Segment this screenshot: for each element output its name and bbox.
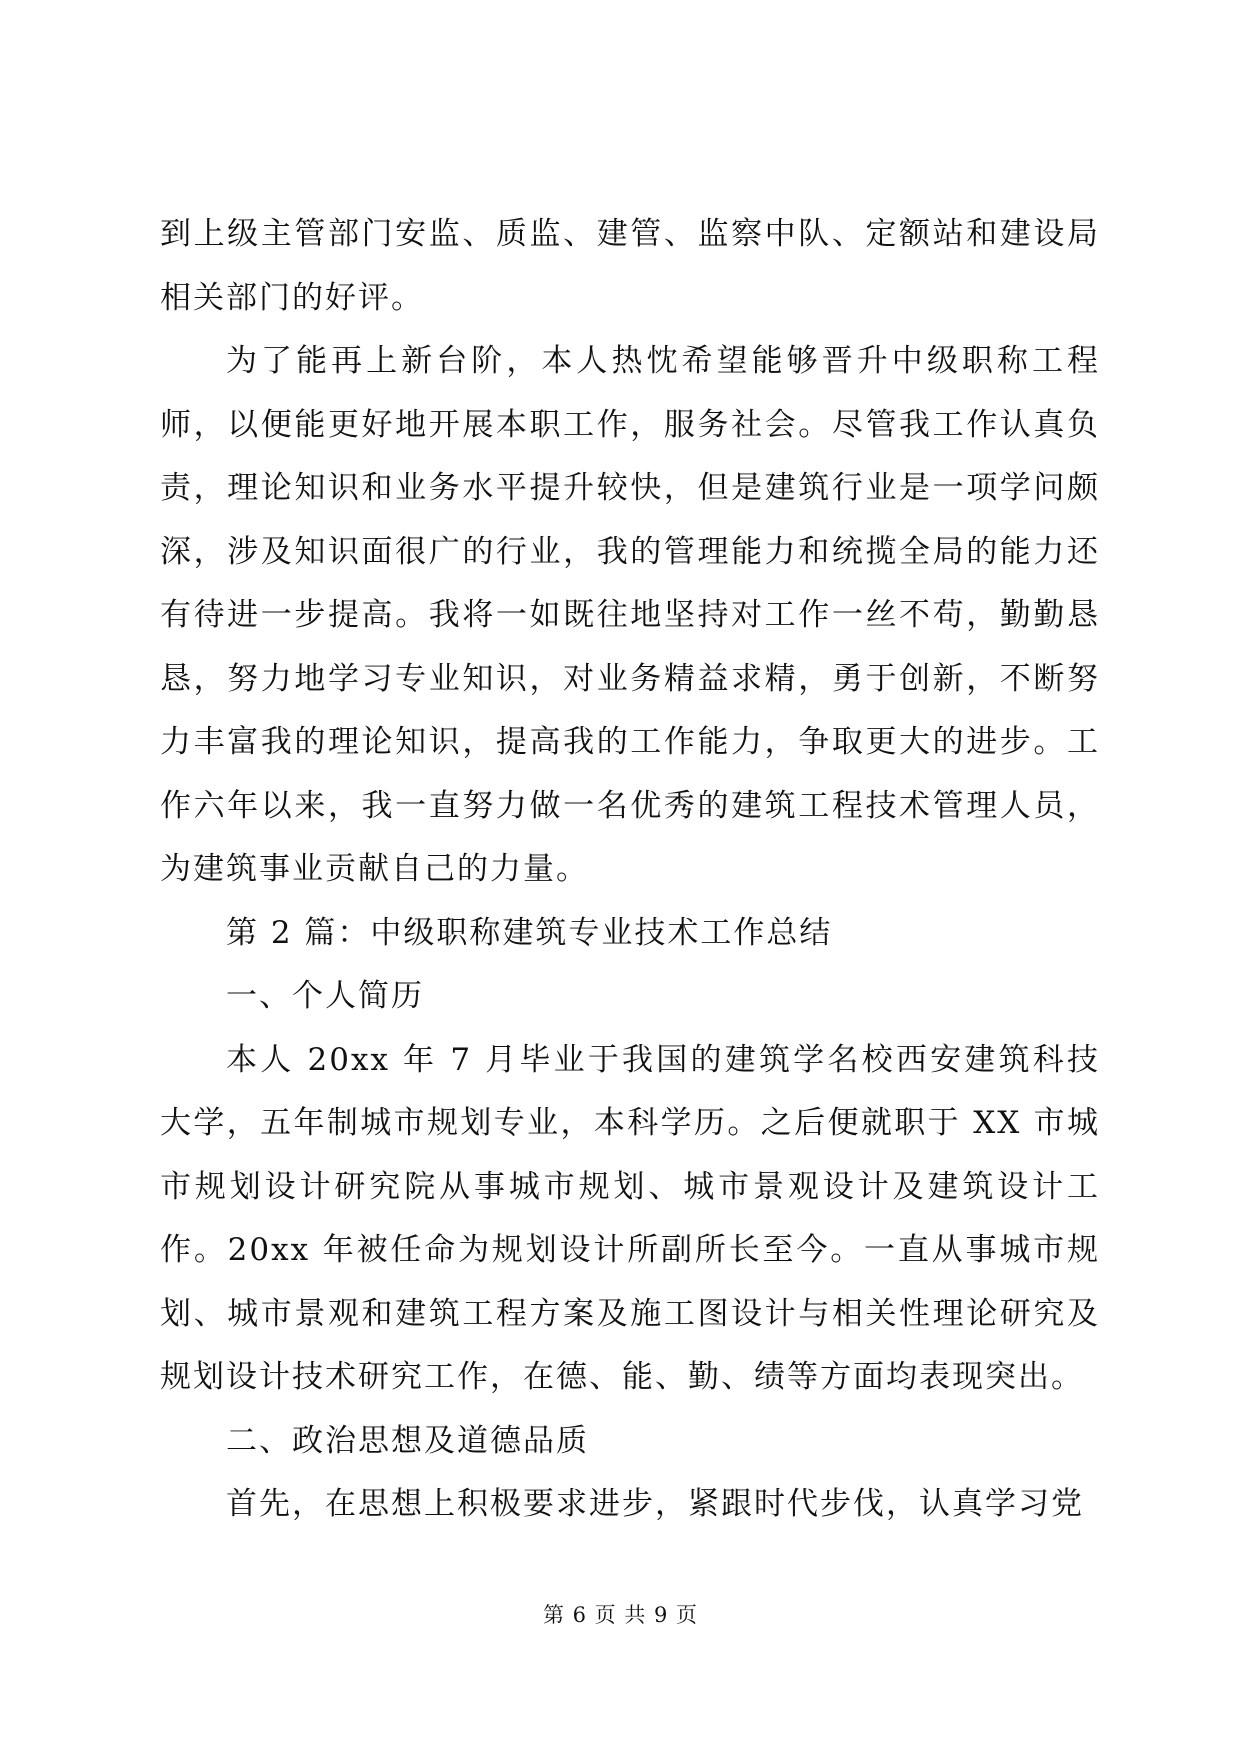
section-heading-politics: 二、政治思想及道德品质: [226, 1422, 589, 1459]
section-heading-article-2: 第 2 篇：中级职称建筑专业技术工作总结: [226, 914, 833, 951]
document-body: [160, 203, 1100, 1537]
paragraph-1: 到上级主管部门安监、质监、建管、监察中队、定额站和建设局相关部门的好评。: [160, 216, 1100, 316]
paragraph-resume: 本人 20xx 年 7 月毕业于我国的建筑学名校西安建筑科技大学，五年制城市规划专业，本科学历。之后便就职于 XX 市城市规划设计研究院从事城市规划、城市景观设计及建筑设计工作。20xx 年被任命为规划设计所副所长至今。一直从事城市规划、城市景观和建筑工程方案及施工图设计与相关性理论研究及规划设计技术研究工作，在德、能、勤、绩等方面均表现突出。: [160, 1041, 1100, 1395]
section-heading-resume: 一、个人简历: [226, 978, 424, 1014]
page-number-footer: 第 6 页 共 9 页: [542, 1603, 699, 1627]
paragraph-2: 为了能再上新台阶，本人热忱希望能够晋升中级职称工程师，以便能更好地开展本职工作，服务社会。尽管我工作认真负责，理论知识和业务水平提升较快，但是建筑行业是一项学问颇深，涉及知识面很广的行业，我的管理能力和统揽全局的能力还有待进一步提高。我将一如既往地坚持对工作一丝不苟，勤勤恳恳，努力地学习专业知识，对业务精益求精，勇于创新，不断努力丰富我的理论知识，提高我的工作能力，争取更大的进步。工作六年以来，我一直努力做一名优秀的建筑工程技术管理人员，为建筑事业贡献自己的力量。: [160, 343, 1100, 887]
paragraph-politics: 首先，在思想上积极要求进步，紧跟时代步伐，认真学习党: [226, 1486, 1084, 1522]
